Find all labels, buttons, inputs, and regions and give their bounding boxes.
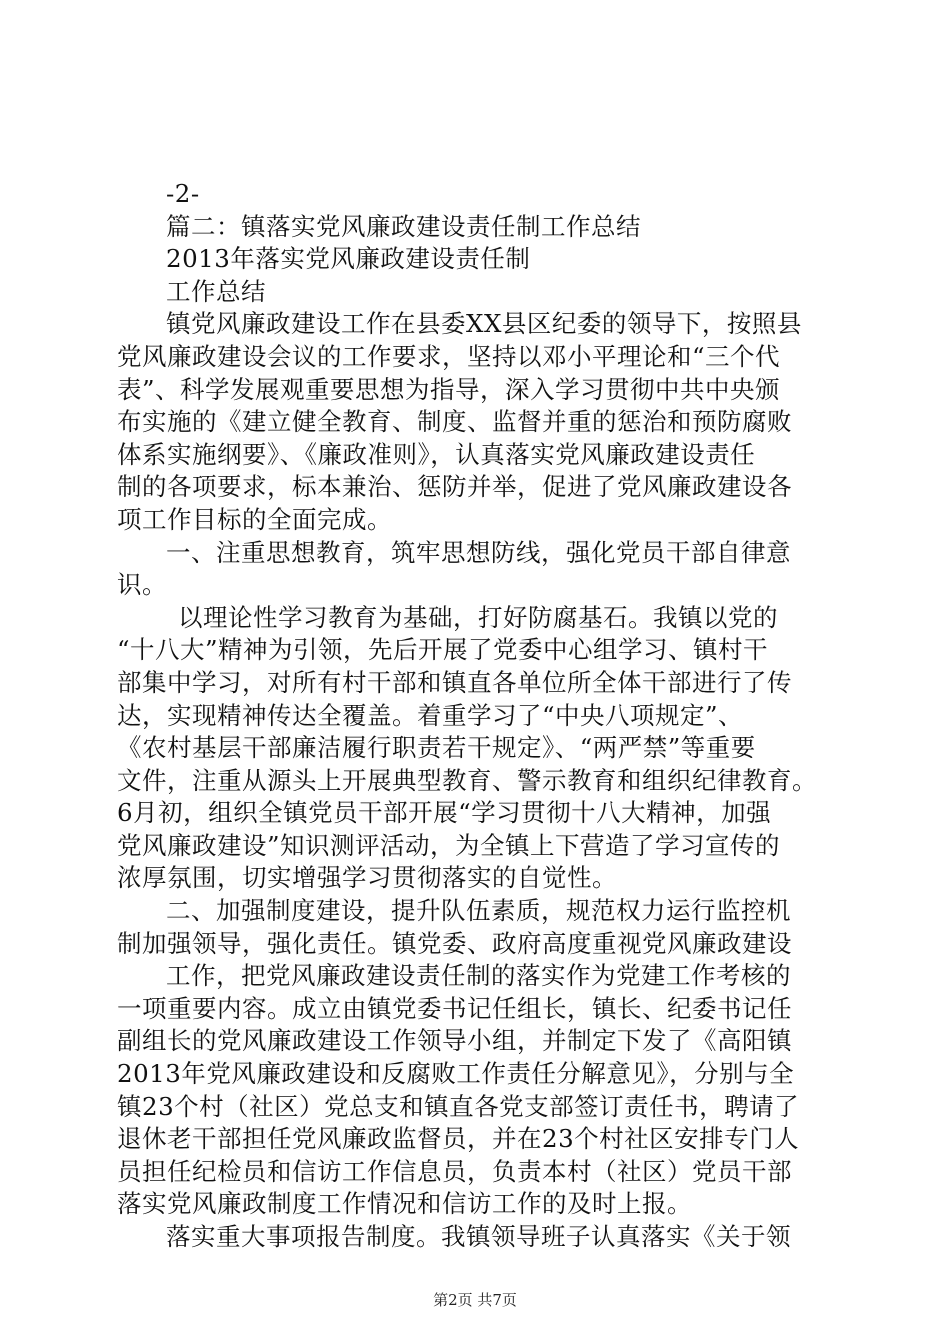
paragraph-line: 布实施的《建立健全教育、制度、监督并重的惩治和预防腐败 (117, 407, 792, 437)
page-footer: 第2页 共7页 (433, 1291, 517, 1309)
section-heading: 篇二：镇落实党风廉政建设责任制工作总结 (166, 211, 641, 241)
paragraph-line: 党风廉政建设”知识测评活动，为全镇上下营造了学习宣传的 (117, 830, 781, 860)
paragraph-line: 落实党风廉政制度工作情况和信访工作的及时上报。 (117, 1189, 692, 1219)
paragraph-line: “十八大”精神为引领，先后开展了党委中心组学习、镇村干 (117, 635, 769, 665)
paragraph-line: 员担任纪检员和信访工作信息员，负责本村（社区）党员干部 (117, 1156, 792, 1186)
section-title: 2013年落实党风廉政建设责任制 (166, 244, 531, 274)
paragraph-line: 项工作目标的全面完成。 (117, 504, 392, 534)
paragraph-line: 落实重大事项报告制度。我镇领导班子认真落实《关于领 (166, 1222, 791, 1251)
paragraph-line: 党风廉政建设会议的工作要求，坚持以邓小平理论和“三个代 (117, 341, 781, 371)
paragraph-line: 表”、科学发展观重要思想为指导，深入学习贯彻中共中央颁 (117, 374, 781, 404)
paragraph-line: 一项重要内容。成立由镇党委书记任组长，镇长、纪委书记任 (117, 993, 792, 1023)
paragraph-line: 工作，把党风廉政建设责任制的落实作为党建工作考核的 (166, 961, 791, 991)
paragraph-line: 退休老干部担任党风廉政监督员，并在23个村社区安排专门人 (117, 1124, 800, 1154)
paragraph-line: 文件，注重从源头上开展典型教育、警示教育和组织纪律教育。 (117, 765, 817, 795)
section-subtitle: 工作总结 (166, 276, 266, 306)
paragraph-line: 镇党风廉政建设工作在县委XX县区纪委的领导下，按照县 (166, 309, 802, 339)
paragraph-line: 镇23个村（社区）党总支和镇直各党支部签订责任书，聘请了 (117, 1091, 800, 1121)
document-body (117, 178, 837, 1254)
section-heading-line: 一、注重思想教育，筑牢思想防线，强化党员干部自律意 (166, 537, 791, 567)
section-heading-line: 识。 (117, 570, 167, 600)
paragraph-line: 以理论性学习教育为基础，打好防腐基石。我镇以党的 (178, 602, 778, 632)
section-heading-line: 制加强领导，强化责任。镇党委、政府高度重视党风廉政建设 (117, 928, 792, 958)
paragraph-line: 体系实施纲要》、《廉政准则》，认真落实党风廉政建设责任 (117, 439, 756, 469)
paragraph-line: 副组长的党风廉政建设工作领导小组，并制定下发了《高阳镇 (117, 1026, 792, 1056)
paragraph-line: 达，实现精神传达全覆盖。着重学习了“中央八项规定”、 (117, 700, 744, 730)
paragraph-line: 《农村基层干部廉洁履行职责若干规定》、“两严禁”等重要 (117, 733, 756, 763)
paragraph-line: 浓厚氛围，切实增强学习贯彻落实的自觉性。 (117, 863, 617, 893)
page-marker: -2- (166, 179, 200, 208)
paragraph-line: 制的各项要求，标本兼治、惩防并举，促进了党风廉政建设各 (117, 472, 792, 502)
paragraph-line: 部集中学习，对所有村干部和镇直各单位所全体干部进行了传 (117, 667, 792, 697)
section-heading-line: 二、加强制度建设，提升队伍素质，规范权力运行监控机 (166, 896, 791, 926)
paragraph-line: 6月初，组织全镇党员干部开展“学习贯彻十八大精神，加强 (117, 798, 772, 828)
paragraph-line: 2013年党风廉政建设和反腐败工作责任分解意见》，分别与全 (117, 1059, 795, 1089)
